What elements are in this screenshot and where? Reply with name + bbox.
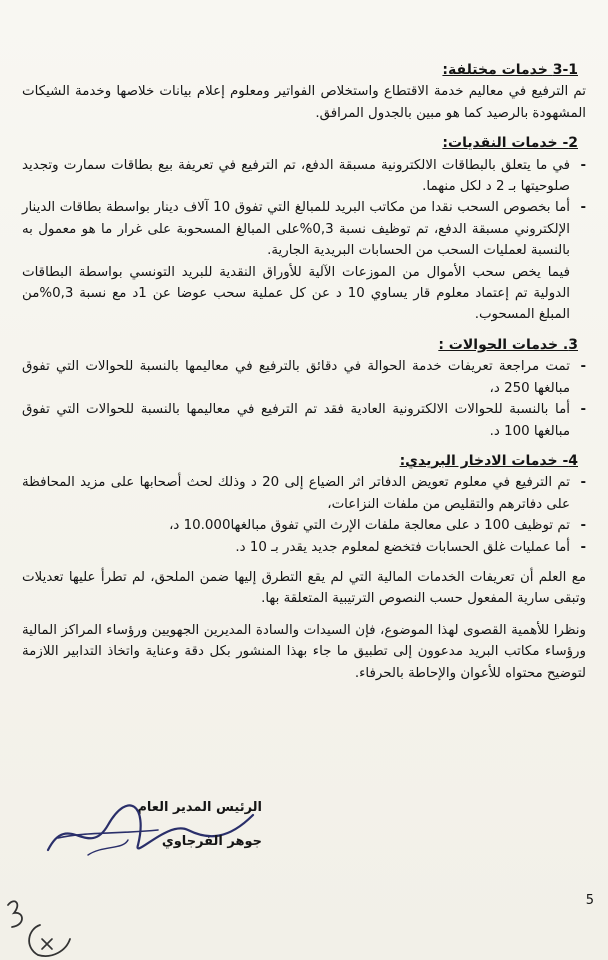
section-3-1-heading: 3-1 خدمات مختلفة: [442,62,578,78]
signatory-name: جوهر الفرجاوي [161,834,262,849]
list-item: - تم توظيف 100 د على معالجة ملفات الإرث التي تفوق مبالغها10.000 د، [22,515,586,536]
signatory-title: الرئيس المدير العام [137,800,262,815]
section-2-heading: 2- خدمات النقديات: [442,135,578,152]
corner-handwritten-mark [0,895,80,960]
list-item: - تمت مراجعة تعريفات خدمة الحوالة في دقائق بالترفيع في معاليمها بالنسبة للحوالات التي تفوق مبالغها 250 د، [22,356,586,399]
section-3-heading: 3. خدمات الحوالات : [438,336,578,353]
handwritten-signature [28,790,268,870]
list-item: - أما عمليات غلق الحسابات فتخضع لمعلوم جديد يقدر بـ 10 د. [22,537,586,558]
section-4-heading: 4- خدمات الادخار البريدي: [399,452,578,469]
list-item: - أما بخصوص السحب نقدا من مكاتب البريد للمبالغ التي تفوق 10 آلاف دينار بواسطة بطاقات الدينار الإلكتروني مسبقة الدفع، تم توظيف نسبة 0,3%على المبالغ المسحوبة على غرار ما هو معمول به بالنسبة لعمليات السحب من الحسابات البريدية الجارية. [22,197,586,261]
page-number: 5 [585,893,594,908]
closing-paragraph: ونظرا للأهمية القصوى لهذا الموضوع، فإن السيدات والسادة المديرين الجهويين ورؤساء المراكز المالية ورؤساء مكاتب البريد مدعوون إلى تطبيق ما جاء بهذا المنشور بكل دقة وعناية واتخاذ التدابير اللازمة لتوضيح محتواه للأعوان والإحاطة بالحرفاء. [22,622,586,681]
list-item: - تم الترفيع في معلوم تعويض الدفاتر اثر الضياع إلى 20 د وذلك لحث أصحابها على مزيد المحافظة على دفاترهم والتقليص من ملفات النزاعات، [22,472,586,515]
document-body [22,60,586,684]
section-2-list [22,155,586,326]
note-paragraph: مع العلم أن تعريفات الخدمات المالية التي لم يقع التطرق إليها ضمن الملحق، لم تطرأ عليها تعديلات وتبقى سارية المفعول حسب النصوص الترتيبية المتعلقة بها. [22,569,586,607]
list-item: - أما بالنسبة للحوالات الالكترونية العادية فقد تم الترفيع في معاليمها بالنسبة للحوالات التي تفوق مبالغها 100 د. [22,399,586,442]
list-item: - في ما يتعلق بالبطاقات الالكترونية مسبقة الدفع، تم الترفيع في تعريفة بيع بطاقات سمارت وتجديد صلوحيتها بـ 2 د لكل منهما. [22,155,586,198]
section-3-list [22,356,586,442]
list-item: فيما يخص سحب الأموال من الموزعات الآلية للأوراق النقدية للبريد التونسي بواسطة البطاقات الدولية تم إعتماد معلوم قار يساوي 10 د عن كل عملية سحب عوضا عن 1د مع نسبة 0,3%من المبلغ المسحوب. [22,264,570,323]
section-4-list [22,472,586,558]
section-3-1-paragraph: تم الترفيع في معاليم خدمة الاقتطاع واستخلاص الفواتير ومعلوم إعلام بيانات خلاصها وخدمة الشيكات المشهودة بالرصيد كما هو مبين بالجدول المرافق. [22,84,586,121]
